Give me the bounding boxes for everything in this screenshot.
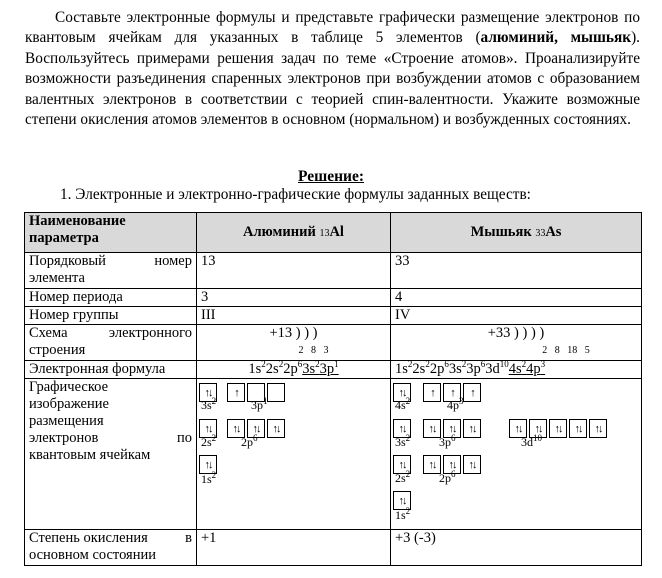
al-formula: $1s^22s^22p^63s^23p^1$ — [197, 361, 391, 379]
orbital-cell: ↑↓ — [569, 419, 587, 438]
row-oxidation-label: Степень окисления в основном состоянии — [25, 530, 197, 566]
row-ordinal-label: Порядковый номер элемента — [25, 253, 197, 289]
orbital-cell: ↑↓ — [247, 419, 265, 438]
as-ordinal: 33 — [391, 253, 642, 289]
header-param: Наименование параметра — [25, 213, 197, 253]
orbital-label: $1s^2$ — [395, 506, 411, 522]
as-group: IV — [391, 307, 642, 325]
element-table — [24, 212, 642, 566]
orbital-cell: ↑↓ — [199, 383, 217, 402]
orbital-cell: ↑↓ — [443, 455, 461, 474]
orbital-label: $3s^2$ — [201, 396, 217, 412]
row-formula-label: Электронная формула — [25, 361, 197, 379]
orbital-label: $3p^1$ — [251, 396, 268, 412]
orbital-label: $2p^6$ — [439, 469, 456, 485]
solution-heading: Решение: — [297, 168, 364, 185]
al-period: 3 — [197, 289, 391, 307]
orbital-cell: ↑ — [463, 383, 481, 402]
orbital-cell: ↑↓ — [423, 455, 441, 474]
header-al: Алюминий 13Al — [197, 213, 391, 253]
as-oxidation: +3 (-3) — [391, 530, 642, 566]
orbital-label: $2s^2$ — [395, 469, 411, 485]
orbital-cell: ↑↓ — [393, 455, 411, 474]
orbital-cell: ↑↓ — [529, 419, 547, 438]
as-period: 4 — [391, 289, 642, 307]
orbital-label: $4s^2$ — [395, 396, 411, 412]
orbital-cell: ↑↓ — [267, 419, 285, 438]
orbital-cell: ↑↓ — [463, 419, 481, 438]
orbital-cell: ↑↓ — [423, 419, 441, 438]
row-group-label: Номер группы — [25, 307, 197, 325]
orbital-cell: ↑↓ — [509, 419, 527, 438]
al-group: III — [197, 307, 391, 325]
row-scheme-label: Схема электронного строения — [25, 325, 197, 361]
orbital-cell: ↑↓ — [589, 419, 607, 438]
as-formula: $1s^22s^22p^63s^23p^63d^{10}4s^24p^3$ — [391, 361, 642, 379]
orbital-cell: ↑↓ — [393, 383, 411, 402]
header-as: Мышьяк 33As — [391, 213, 642, 253]
orbital-label: $4p^3$ — [447, 396, 464, 412]
orbital-label: $2p^6$ — [241, 433, 258, 449]
orbital-label: $3p^6$ — [439, 433, 456, 449]
orbital-cell: ↑ — [423, 383, 441, 402]
row-period-label: Номер периода — [25, 289, 197, 307]
orbital-cell: ↑↓ — [463, 455, 481, 474]
orbital-cell — [267, 383, 285, 402]
orbital-cell: ↑↓ — [227, 419, 245, 438]
orbital-cell: ↑↓ — [199, 419, 217, 438]
orbital-label: $2s^2$ — [201, 433, 217, 449]
task-paragraph: Составьте электронные формулы и представьте графически размещение электронов по квантовым ячейкам для указанных в таблице 5 элементов (алюминий, мышьяк). Воспользуйтесь примерами решения задач по теме «Строение атомов». Проанализируйте возможности разъединения спаренных электронов при возбуждении атомов с образованием валентных электронов в соответствии с теорией спин-валентности. Укажите возможные степени окисления атомов элементов в основном (нормальном) и возбужденных состояниях. — [25, 9, 640, 129]
al-orbitals — [197, 379, 391, 530]
orbital-label: $3d^{10}$ — [521, 433, 542, 449]
orbital-cell: ↑↓ — [443, 419, 461, 438]
orbital-label: $1s^2$ — [201, 470, 217, 486]
task-elements: алюминий, мышьяк — [480, 29, 632, 47]
orbital-cell: ↑↓ — [393, 419, 411, 438]
orbital-label: $3s^2$ — [395, 433, 411, 449]
orbital-cell: ↑↓ — [549, 419, 567, 438]
orbital-cell: ↑↓ — [199, 455, 217, 474]
row-graphic-label: Графическое изображение размещения электронов по квантовым ячейкам — [25, 379, 197, 530]
as-orbitals — [391, 379, 642, 530]
orbital-cell: ↑ — [227, 383, 245, 402]
al-scheme: +13 ) ) ) 2 8 3 — [197, 325, 391, 361]
as-scheme: +33 ) ) ) ) 2 8 18 5 — [391, 325, 642, 361]
al-ordinal: 13 — [197, 253, 391, 289]
al-oxidation: +1 — [197, 530, 391, 566]
subheading: 1. Электронные и электронно-графические формулы заданных веществ: — [60, 186, 531, 203]
orbital-cell: ↑↓ — [393, 491, 411, 510]
orbital-cell: ↑ — [443, 383, 461, 402]
